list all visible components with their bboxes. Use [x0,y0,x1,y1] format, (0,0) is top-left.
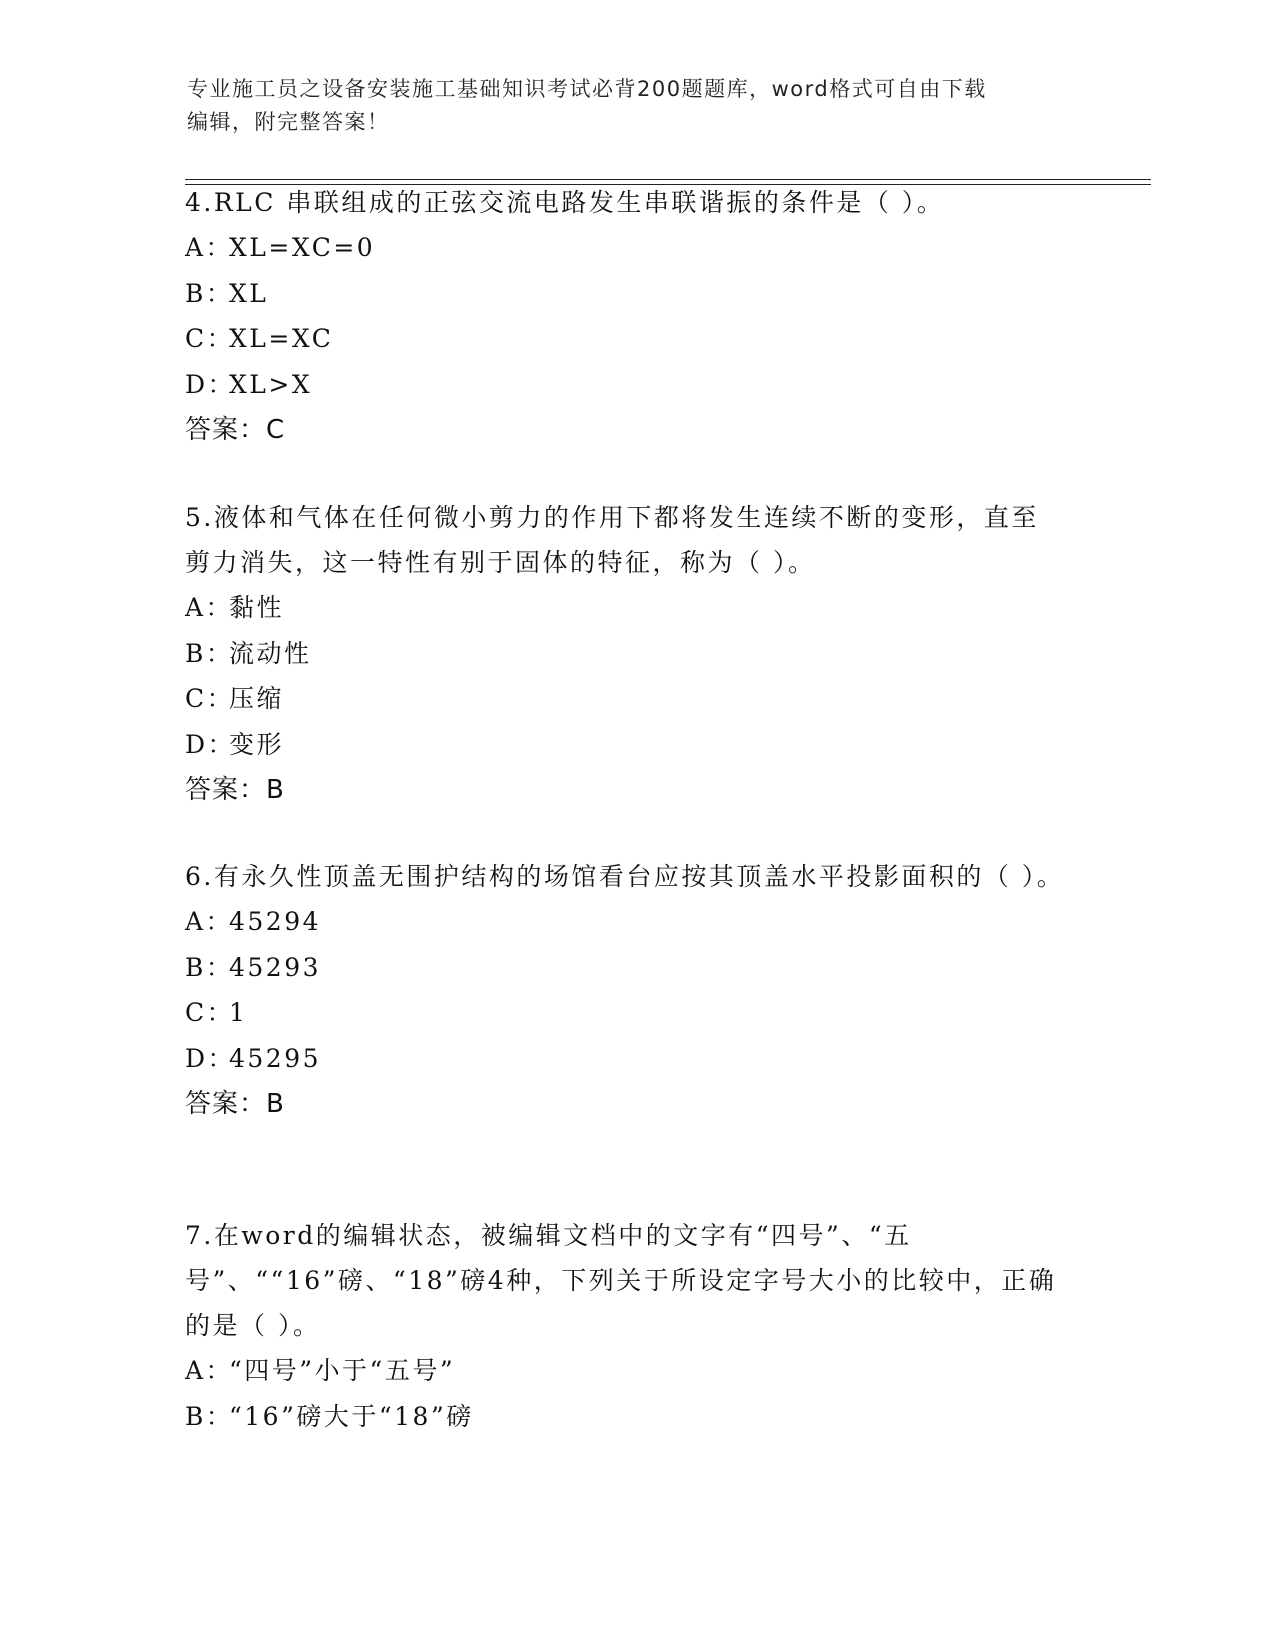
question-4 [185,180,1065,453]
option-text: 变形 [229,729,285,759]
option-text: XL=XC=0 [229,233,376,262]
question-stem: 6.有永久性顶盖无围护结构的场馆看台应按其顶盖水平投影面积的（ ）。 [185,862,1065,891]
option-text: “16”磅大于“18”磅 [229,1401,474,1431]
option-key: D： [185,369,236,399]
option-a [185,1348,1065,1394]
question-7 [185,1213,1065,1439]
option-key: D： [185,729,236,759]
option-key: A： [185,1356,234,1385]
document-header [187,73,1087,139]
option-key: D： [185,1043,236,1073]
option-key: C： [185,324,235,353]
option-d [185,1036,1065,1082]
option-a [185,225,1065,271]
question-stem: 5.液体和气体在任何微小剪力的作用下都将发生连续不断的变形，直至剪力消失，这一特性有别于固体的特征，称为（ ）。 [185,503,1039,577]
option-key: C： [185,684,235,713]
answer-line: 答案：B [185,1089,285,1119]
option-key: B： [185,952,234,982]
option-text: 黏性 [229,593,285,622]
option-key: B： [185,1401,234,1431]
option-text: XL [229,278,269,308]
option-c [185,316,1065,362]
option-c [185,990,1065,1036]
option-b [185,1394,1065,1440]
question-5 [185,495,1065,813]
option-text: 45294 [229,907,322,936]
question-stem: 7.在word的编辑状态，被编辑文档中的文字有“四号”、“五号”、““16”磅、“18”磅4种，下列关于所设定字号大小的比较中，正确的是（ ）。 [185,1221,1057,1340]
option-b [185,271,1065,317]
answer-line: 答案：C [185,415,286,445]
option-b [185,945,1065,991]
option-text: XL=XC [229,324,334,353]
header-title-line-1: 专业施工员之设备安装施工基础知识考试必背200题题库，word格式可自由下载 [187,77,987,101]
option-text: 1 [229,998,248,1027]
option-key: B： [185,278,234,308]
option-a [185,585,1065,631]
option-key: C： [185,998,235,1027]
option-key: A： [185,907,234,936]
option-key: A： [185,233,234,262]
option-d [185,722,1065,768]
option-text: 45295 [229,1043,322,1073]
header-title-line-2: 编辑，附完整答案！ [187,110,390,134]
question-stem: 4.RLC 串联组成的正弦交流电路发生串联谐振的条件是（ ）。 [185,188,945,217]
option-key: A： [185,593,234,622]
question-6 [185,854,1065,1127]
option-b [185,631,1065,677]
answer-line: 答案：B [185,775,285,805]
option-c [185,676,1065,722]
option-d [185,362,1065,408]
option-text: 流动性 [229,638,312,668]
option-text: 压缩 [229,684,285,713]
option-text: “四号”小于“五号” [229,1356,456,1385]
option-a [185,899,1065,945]
option-text: 45293 [229,952,322,982]
option-key: B： [185,638,234,668]
option-text: XL>X [229,369,313,399]
